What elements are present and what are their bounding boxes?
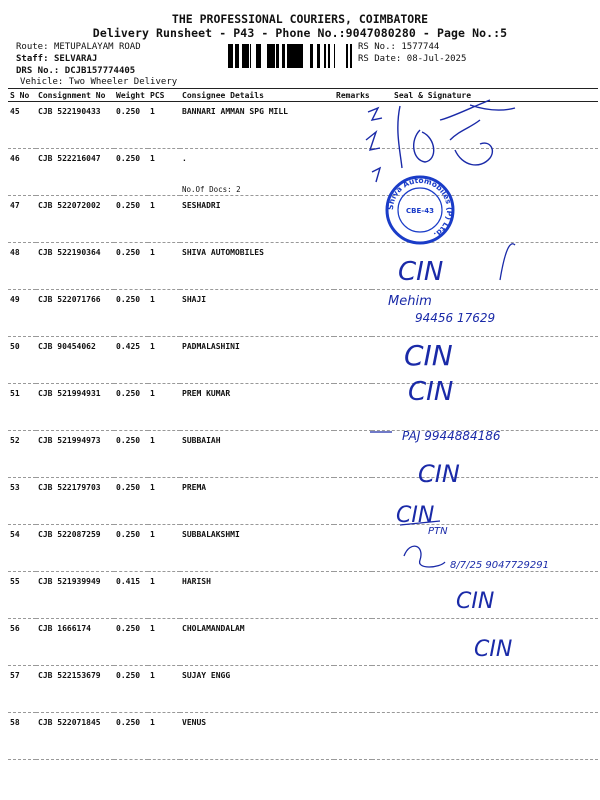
row-pcs bbox=[148, 243, 180, 290]
row-consignee-text: HARISH bbox=[182, 577, 211, 586]
row-consignment bbox=[36, 619, 114, 666]
row-consignment bbox=[36, 572, 114, 619]
stamp-center-text: CBE-43 bbox=[406, 207, 434, 215]
sig-r51: CIN bbox=[404, 339, 453, 372]
row-consignee bbox=[180, 431, 334, 478]
row-pcs-text: 1 bbox=[150, 530, 155, 539]
staff-label: Staff: bbox=[16, 54, 49, 64]
row-weight bbox=[114, 290, 148, 337]
sig-r50-line2: 94456 17629 bbox=[415, 311, 496, 325]
barcode-bar bbox=[296, 44, 299, 68]
table-row bbox=[8, 478, 598, 525]
barcode-bar bbox=[310, 44, 313, 68]
sig-r55-bottom: PTN bbox=[428, 526, 448, 537]
row-pcs bbox=[148, 102, 180, 149]
barcode-bar bbox=[235, 44, 238, 68]
company-title: THE PROFESSIONAL COURIERS, COIMBATORE bbox=[171, 12, 429, 26]
rs-no-line bbox=[358, 42, 439, 53]
row-pcs bbox=[148, 384, 180, 431]
row-sno-text: 56 bbox=[10, 624, 20, 633]
barcode-bar bbox=[351, 44, 352, 68]
row-consignee bbox=[180, 619, 334, 666]
row-sno-text: 53 bbox=[10, 483, 20, 492]
row-consignment bbox=[36, 384, 114, 431]
row-consignment-text: CJB 522153679 bbox=[38, 671, 101, 680]
route-label: Route: bbox=[16, 42, 49, 52]
row-pcs bbox=[148, 337, 180, 384]
table-row bbox=[8, 572, 598, 619]
route-value: METUPALAYAM ROAD bbox=[53, 42, 141, 52]
sig-r49: CIN bbox=[398, 257, 444, 287]
barcode-bar bbox=[238, 44, 239, 68]
col-consignee: Consignee Details bbox=[180, 89, 334, 102]
row-consignee-text: BANNARI AMMAN SPG MILL bbox=[182, 107, 288, 116]
row-consignment bbox=[36, 431, 114, 478]
table-row bbox=[8, 243, 598, 290]
row-remarks bbox=[334, 149, 372, 196]
barcode-bar bbox=[267, 44, 269, 68]
row-signature bbox=[372, 431, 598, 478]
row-weight-text: 0.250 bbox=[116, 718, 141, 727]
row-consignment bbox=[36, 149, 114, 196]
table-row bbox=[8, 384, 598, 431]
row-consignee-text: SHAJI bbox=[182, 295, 207, 304]
barcode-bar bbox=[346, 44, 348, 68]
row-pcs-text: 1 bbox=[150, 483, 155, 492]
row-consignment-text: CJB 522071845 bbox=[38, 718, 101, 727]
row-pcs-text: 1 bbox=[150, 436, 155, 445]
row-consignment-text: CJB 521994973 bbox=[38, 436, 101, 445]
row-sno bbox=[8, 196, 36, 243]
barcode-bar bbox=[295, 44, 296, 68]
row-sno-text: 51 bbox=[10, 389, 20, 398]
row-weight-text: 0.250 bbox=[116, 248, 141, 257]
row-weight bbox=[114, 384, 148, 431]
row-signature bbox=[372, 196, 598, 243]
row-consignee-text: CHOLAMANDALAM bbox=[182, 624, 245, 633]
row-sno bbox=[8, 384, 36, 431]
row-consignment-text: CJB 522216047 bbox=[38, 154, 101, 163]
row-remarks bbox=[334, 102, 372, 149]
row-consignee bbox=[180, 102, 334, 149]
rs-date-value: 08-Jul-2025 bbox=[406, 54, 467, 64]
barcode-bar bbox=[269, 44, 272, 68]
row-consignment bbox=[36, 478, 114, 525]
row-weight bbox=[114, 666, 148, 713]
row-weight bbox=[114, 572, 148, 619]
row-consignee-text: PREMA bbox=[182, 483, 207, 492]
barcode-bar bbox=[317, 44, 320, 68]
row-weight bbox=[114, 525, 148, 572]
row-consignee bbox=[180, 149, 334, 196]
row-pcs bbox=[148, 713, 180, 760]
table-row bbox=[8, 525, 598, 572]
row-pcs-text: 1 bbox=[150, 671, 155, 680]
row-consignment-text: CJB 521994931 bbox=[38, 389, 101, 398]
row-weight bbox=[114, 196, 148, 243]
col-signature: Seal & Signature bbox=[372, 89, 598, 102]
row-pcs bbox=[148, 149, 180, 196]
row-consignment bbox=[36, 102, 114, 149]
row-sno bbox=[8, 478, 36, 525]
row-weight-text: 0.425 bbox=[116, 342, 141, 351]
row-weight-text: 0.415 bbox=[116, 577, 141, 586]
barcode-image bbox=[228, 44, 352, 68]
row-consignment-text: CJB 522190364 bbox=[38, 248, 101, 257]
row-sno-text: 49 bbox=[10, 295, 20, 304]
row-consignee-text: PREM KUMAR bbox=[182, 389, 231, 398]
row-weight bbox=[114, 431, 148, 478]
barcode-bar bbox=[292, 44, 295, 68]
row-signature bbox=[372, 666, 598, 713]
table-row bbox=[8, 619, 598, 666]
row-weight-text: 0.250 bbox=[116, 483, 141, 492]
row-consignment-text: CJB 522087259 bbox=[38, 530, 101, 539]
row-consignment bbox=[36, 243, 114, 290]
row-consignee-text: SUJAY ENGG bbox=[182, 671, 231, 680]
row-weight-text: 0.250 bbox=[116, 201, 141, 210]
row-remarks bbox=[334, 290, 372, 337]
row-remarks bbox=[334, 243, 372, 290]
row-pcs-text: 1 bbox=[150, 342, 155, 351]
row-sno bbox=[8, 666, 36, 713]
row-sno-text: 57 bbox=[10, 671, 20, 680]
table-row bbox=[8, 666, 598, 713]
barcode-bar bbox=[247, 44, 249, 68]
row-pcs bbox=[148, 619, 180, 666]
drs-line bbox=[16, 66, 135, 77]
row-weight-text: 0.250 bbox=[116, 671, 141, 680]
row-weight bbox=[114, 619, 148, 666]
row-signature bbox=[372, 384, 598, 431]
sig-r53: PAJ 9944884186 bbox=[402, 429, 501, 443]
vehicle-line bbox=[20, 77, 177, 88]
row-consignee-text: SUBBALAKSHMI bbox=[182, 530, 240, 539]
sig-r58: CIN bbox=[474, 637, 513, 662]
sig-r52: CIN bbox=[408, 377, 454, 407]
barcode-bar bbox=[324, 44, 326, 68]
stamp-ring-text: Shiva Automobiles (P) Ltd. bbox=[385, 175, 455, 240]
row-consignee bbox=[180, 478, 334, 525]
row-signature bbox=[372, 102, 598, 149]
table-row bbox=[8, 431, 598, 478]
row-pcs-text: 1 bbox=[150, 577, 155, 586]
barcode-bar bbox=[259, 44, 261, 68]
row-remarks bbox=[334, 525, 372, 572]
row-pcs bbox=[148, 525, 180, 572]
barcode-bar bbox=[256, 44, 258, 68]
row-sno bbox=[8, 431, 36, 478]
barcode-bar bbox=[328, 44, 329, 68]
rs-no-value: 1577744 bbox=[401, 42, 440, 52]
staff-line bbox=[16, 54, 97, 65]
row-sno-text: 58 bbox=[10, 718, 20, 727]
row-sno-text: 55 bbox=[10, 577, 20, 586]
sig-r50-line1: Mehim bbox=[388, 294, 432, 309]
row-sno bbox=[8, 102, 36, 149]
barcode-bar bbox=[258, 44, 259, 68]
row-weight-text: 0.250 bbox=[116, 389, 141, 398]
row-pcs-text: 1 bbox=[150, 624, 155, 633]
row-pcs-text: 1 bbox=[150, 154, 155, 163]
route-line bbox=[16, 42, 141, 53]
row-consignment-text: CJB 522190433 bbox=[38, 107, 101, 116]
row-weight-text: 0.250 bbox=[116, 154, 141, 163]
row-consignee bbox=[180, 713, 334, 760]
row-remarks bbox=[334, 572, 372, 619]
row-consignment-text: CJB 1666174 bbox=[38, 624, 91, 633]
row-consignee bbox=[180, 290, 334, 337]
vehicle-value: Two Wheeler Delivery bbox=[68, 77, 178, 87]
barcode-bar bbox=[350, 44, 351, 68]
drs-value: DCJB157774405 bbox=[64, 66, 136, 76]
row-remarks bbox=[334, 713, 372, 760]
row-weight-text: 0.250 bbox=[116, 530, 141, 539]
table-row bbox=[8, 290, 598, 337]
table-row bbox=[8, 102, 598, 149]
row-signature bbox=[372, 243, 598, 290]
row-signature bbox=[372, 572, 598, 619]
barcode-bar bbox=[230, 44, 232, 68]
rs-date-label: RS Date: bbox=[358, 54, 402, 64]
row-pcs bbox=[148, 196, 180, 243]
row-consignee bbox=[180, 337, 334, 384]
row-sno bbox=[8, 243, 36, 290]
row-pcs bbox=[148, 666, 180, 713]
row-pcs bbox=[148, 431, 180, 478]
row-weight bbox=[114, 149, 148, 196]
sig-r54: CIN bbox=[418, 460, 460, 488]
row-consignment bbox=[36, 666, 114, 713]
row-pcs bbox=[148, 290, 180, 337]
row-remarks bbox=[334, 384, 372, 431]
row-signature bbox=[372, 337, 598, 384]
row-signature bbox=[372, 149, 598, 196]
col-sno: S No bbox=[8, 89, 36, 102]
barcode-bar bbox=[242, 44, 244, 68]
row-consignee bbox=[180, 196, 334, 243]
barcode-bar bbox=[276, 44, 279, 68]
runsheet-subtitle: Delivery Runsheet - P43 - Phone No.:9047080280 - Page No.:5 bbox=[92, 26, 508, 40]
table-row bbox=[8, 149, 598, 196]
row-weight bbox=[114, 337, 148, 384]
row-remarks bbox=[334, 619, 372, 666]
row-consignment bbox=[36, 337, 114, 384]
row-consignment-text: CJB 90454062 bbox=[38, 342, 96, 351]
rs-date-line bbox=[358, 54, 466, 65]
row-weight bbox=[114, 243, 148, 290]
row-weight bbox=[114, 478, 148, 525]
row-consignee-text: SHIVA AUTOMOBILES bbox=[182, 248, 264, 257]
row-signature bbox=[372, 290, 598, 337]
row-signature bbox=[372, 478, 598, 525]
row-sno-text: 48 bbox=[10, 248, 20, 257]
col-consignment: Consignment No bbox=[36, 89, 114, 102]
rs-no-label: RS No.: bbox=[358, 42, 396, 52]
row-pcs-text: 1 bbox=[150, 107, 155, 116]
barcode-bar bbox=[334, 44, 335, 68]
runsheet-table bbox=[8, 88, 598, 760]
row-sno bbox=[8, 149, 36, 196]
row-sno-text: 47 bbox=[10, 201, 20, 210]
table-header bbox=[8, 89, 598, 102]
row-weight-text: 0.250 bbox=[116, 436, 141, 445]
row-remarks bbox=[334, 337, 372, 384]
row-sno-text: 46 bbox=[10, 154, 20, 163]
row-remarks bbox=[334, 478, 372, 525]
row-sno-text: 52 bbox=[10, 436, 20, 445]
col-weight: Weight bbox=[114, 89, 148, 102]
sig-r55-top: CIN bbox=[396, 503, 435, 528]
row-consignee bbox=[180, 525, 334, 572]
row-sno bbox=[8, 572, 36, 619]
barcode-bar bbox=[299, 44, 301, 68]
row-sno bbox=[8, 713, 36, 760]
row-consignment-text: CJB 521939949 bbox=[38, 577, 101, 586]
barcode-bar bbox=[272, 44, 275, 68]
row-pcs-text: 1 bbox=[150, 248, 155, 257]
row-consignee bbox=[180, 666, 334, 713]
row-consignee-text: SESHADRI bbox=[182, 201, 221, 210]
row-pcs-text: 1 bbox=[150, 201, 155, 210]
row-signature bbox=[372, 619, 598, 666]
barcode-bar bbox=[232, 44, 233, 68]
col-pcs: PCS bbox=[148, 89, 180, 102]
row-consignment bbox=[36, 713, 114, 760]
vehicle-label: Vehicle: bbox=[20, 77, 64, 87]
row-consignment bbox=[36, 290, 114, 337]
sig-r56: 8/7/25 9047729291 bbox=[450, 560, 549, 571]
row-pcs-text: 1 bbox=[150, 389, 155, 398]
row-sno bbox=[8, 290, 36, 337]
table-row bbox=[8, 196, 598, 243]
row-consignee bbox=[180, 243, 334, 290]
row-note: No.Of Docs: 2 bbox=[182, 185, 241, 194]
barcode-bar bbox=[329, 44, 330, 68]
staff-value: SELVARAJ bbox=[53, 54, 98, 64]
row-pcs bbox=[148, 572, 180, 619]
row-sno bbox=[8, 337, 36, 384]
barcode-bar bbox=[228, 44, 230, 68]
row-remarks bbox=[334, 431, 372, 478]
sig-r57: CIN bbox=[456, 589, 495, 614]
barcode-bar bbox=[301, 44, 303, 68]
barcode-bar bbox=[287, 44, 289, 68]
barcode-bar bbox=[282, 44, 285, 68]
row-consignee bbox=[180, 572, 334, 619]
row-signature bbox=[372, 713, 598, 760]
table-row bbox=[8, 337, 598, 384]
row-consignment-text: CJB 522072002 bbox=[38, 201, 101, 210]
row-weight-text: 0.250 bbox=[116, 295, 141, 304]
row-sno bbox=[8, 619, 36, 666]
col-remarks: Remarks bbox=[334, 89, 372, 102]
row-remarks bbox=[334, 666, 372, 713]
row-weight bbox=[114, 102, 148, 149]
table-row bbox=[8, 713, 598, 760]
row-pcs-text: 1 bbox=[150, 718, 155, 727]
row-weight bbox=[114, 713, 148, 760]
row-pcs bbox=[148, 478, 180, 525]
barcode-bar bbox=[250, 44, 251, 68]
row-sno-text: 54 bbox=[10, 530, 20, 539]
row-consignment bbox=[36, 196, 114, 243]
drs-label: DRS No.: bbox=[16, 66, 60, 76]
row-consignee-text: . bbox=[182, 154, 187, 163]
row-consignee-text: SUBBAIAH bbox=[182, 436, 221, 445]
row-consignment-text: CJB 522071766 bbox=[38, 295, 101, 304]
row-consignee-text: VENUS bbox=[182, 718, 207, 727]
row-consignment-text: CJB 522179703 bbox=[38, 483, 101, 492]
row-pcs-text: 1 bbox=[150, 295, 155, 304]
row-sno bbox=[8, 525, 36, 572]
barcode-bar bbox=[289, 44, 292, 68]
barcode-bar bbox=[244, 44, 247, 68]
row-remarks bbox=[334, 196, 372, 243]
row-sno-text: 50 bbox=[10, 342, 20, 351]
row-consignment bbox=[36, 525, 114, 572]
row-signature bbox=[372, 525, 598, 572]
row-consignee-text: PADMALASHINI bbox=[182, 342, 240, 351]
row-weight-text: 0.250 bbox=[116, 107, 141, 116]
row-sno-text: 45 bbox=[10, 107, 20, 116]
row-consignee bbox=[180, 384, 334, 431]
row-weight-text: 0.250 bbox=[116, 624, 141, 633]
